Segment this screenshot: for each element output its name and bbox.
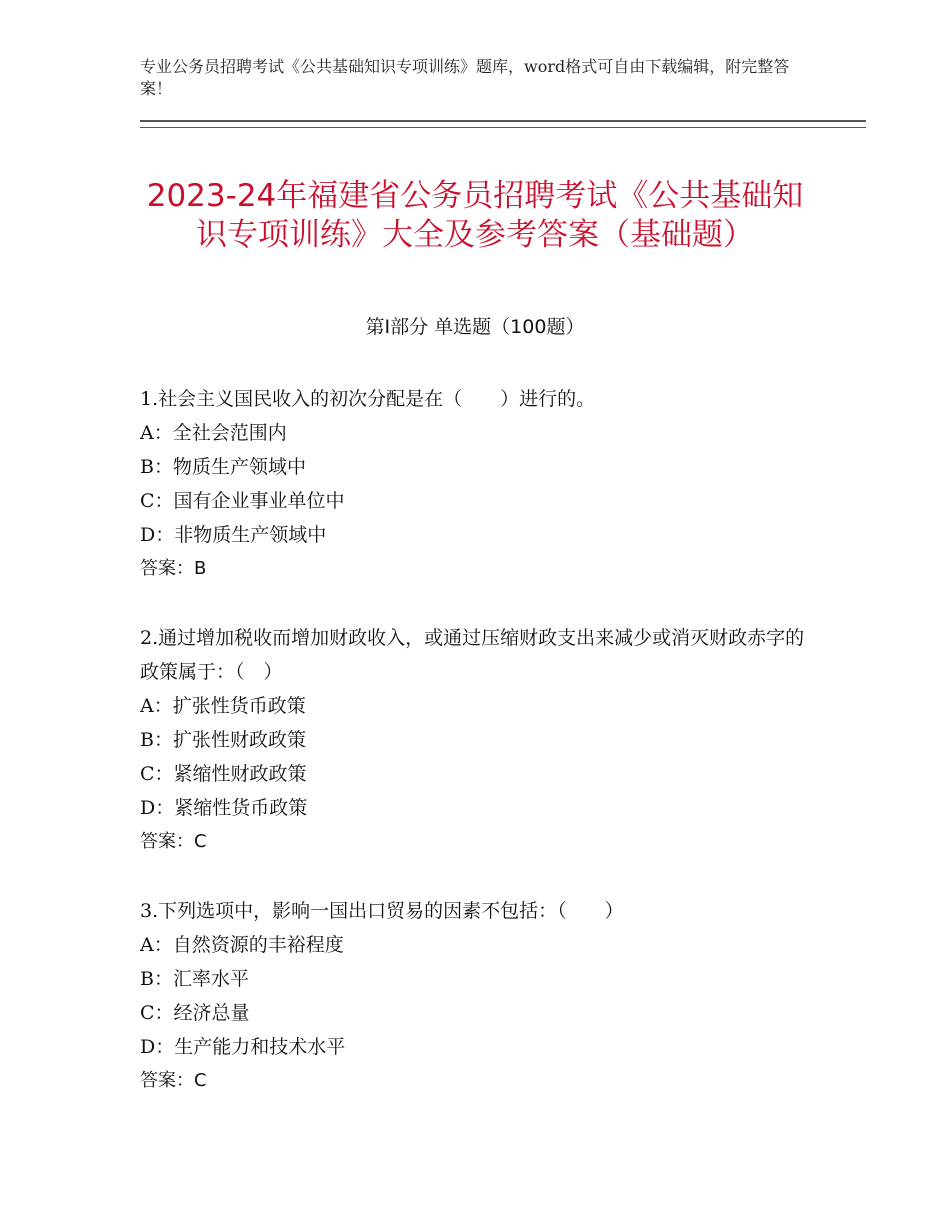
option-d: D：非物质生产领域中 bbox=[140, 524, 327, 546]
question-2 bbox=[140, 621, 820, 859]
answer-label: 答案：B bbox=[140, 558, 207, 579]
option-c: C：经济总量 bbox=[140, 1002, 250, 1024]
option-c: C：紧缩性财政政策 bbox=[140, 763, 307, 785]
document-title: 2023-24年福建省公务员招聘考试《公共基础知识专项训练》大全及参考答案（基础题） bbox=[146, 177, 804, 253]
answer-label: 答案：C bbox=[140, 831, 207, 852]
option-d: D：紧缩性货币政策 bbox=[140, 797, 308, 819]
question-stem: 2.通过增加税收而增加财政收入，或通过压缩财政支出来减少或消灭财政赤字的政策属于：（ ） bbox=[140, 627, 805, 683]
question-stem: 3.下列选项中，影响一国出口贸易的因素不包括：（ ） bbox=[140, 900, 624, 922]
header-note: 专业公务员招聘考试《公共基础知识专项训练》题库，word格式可自由下载编辑，附完整答案！ bbox=[140, 57, 790, 98]
section-title: 第Ⅰ部分 单选题（100题） bbox=[365, 316, 585, 338]
option-b: B：扩张性财政政策 bbox=[140, 729, 306, 751]
option-a: A：扩张性货币政策 bbox=[140, 695, 306, 717]
question-3 bbox=[140, 894, 820, 1098]
option-a: A：全社会范围内 bbox=[140, 422, 287, 444]
option-d: D：生产能力和技术水平 bbox=[140, 1036, 346, 1058]
answer-label: 答案：C bbox=[140, 1070, 207, 1091]
question-stem: 1.社会主义国民收入的初次分配是在（ ）进行的。 bbox=[140, 388, 596, 410]
question-list bbox=[140, 382, 820, 1133]
option-a: A：自然资源的丰裕程度 bbox=[140, 934, 344, 956]
option-b: B：物质生产领域中 bbox=[140, 456, 306, 478]
option-c: C：国有企业事业单位中 bbox=[140, 490, 345, 512]
header-divider bbox=[140, 120, 866, 128]
option-b: B：汇率水平 bbox=[140, 968, 249, 990]
question-1 bbox=[140, 382, 820, 586]
